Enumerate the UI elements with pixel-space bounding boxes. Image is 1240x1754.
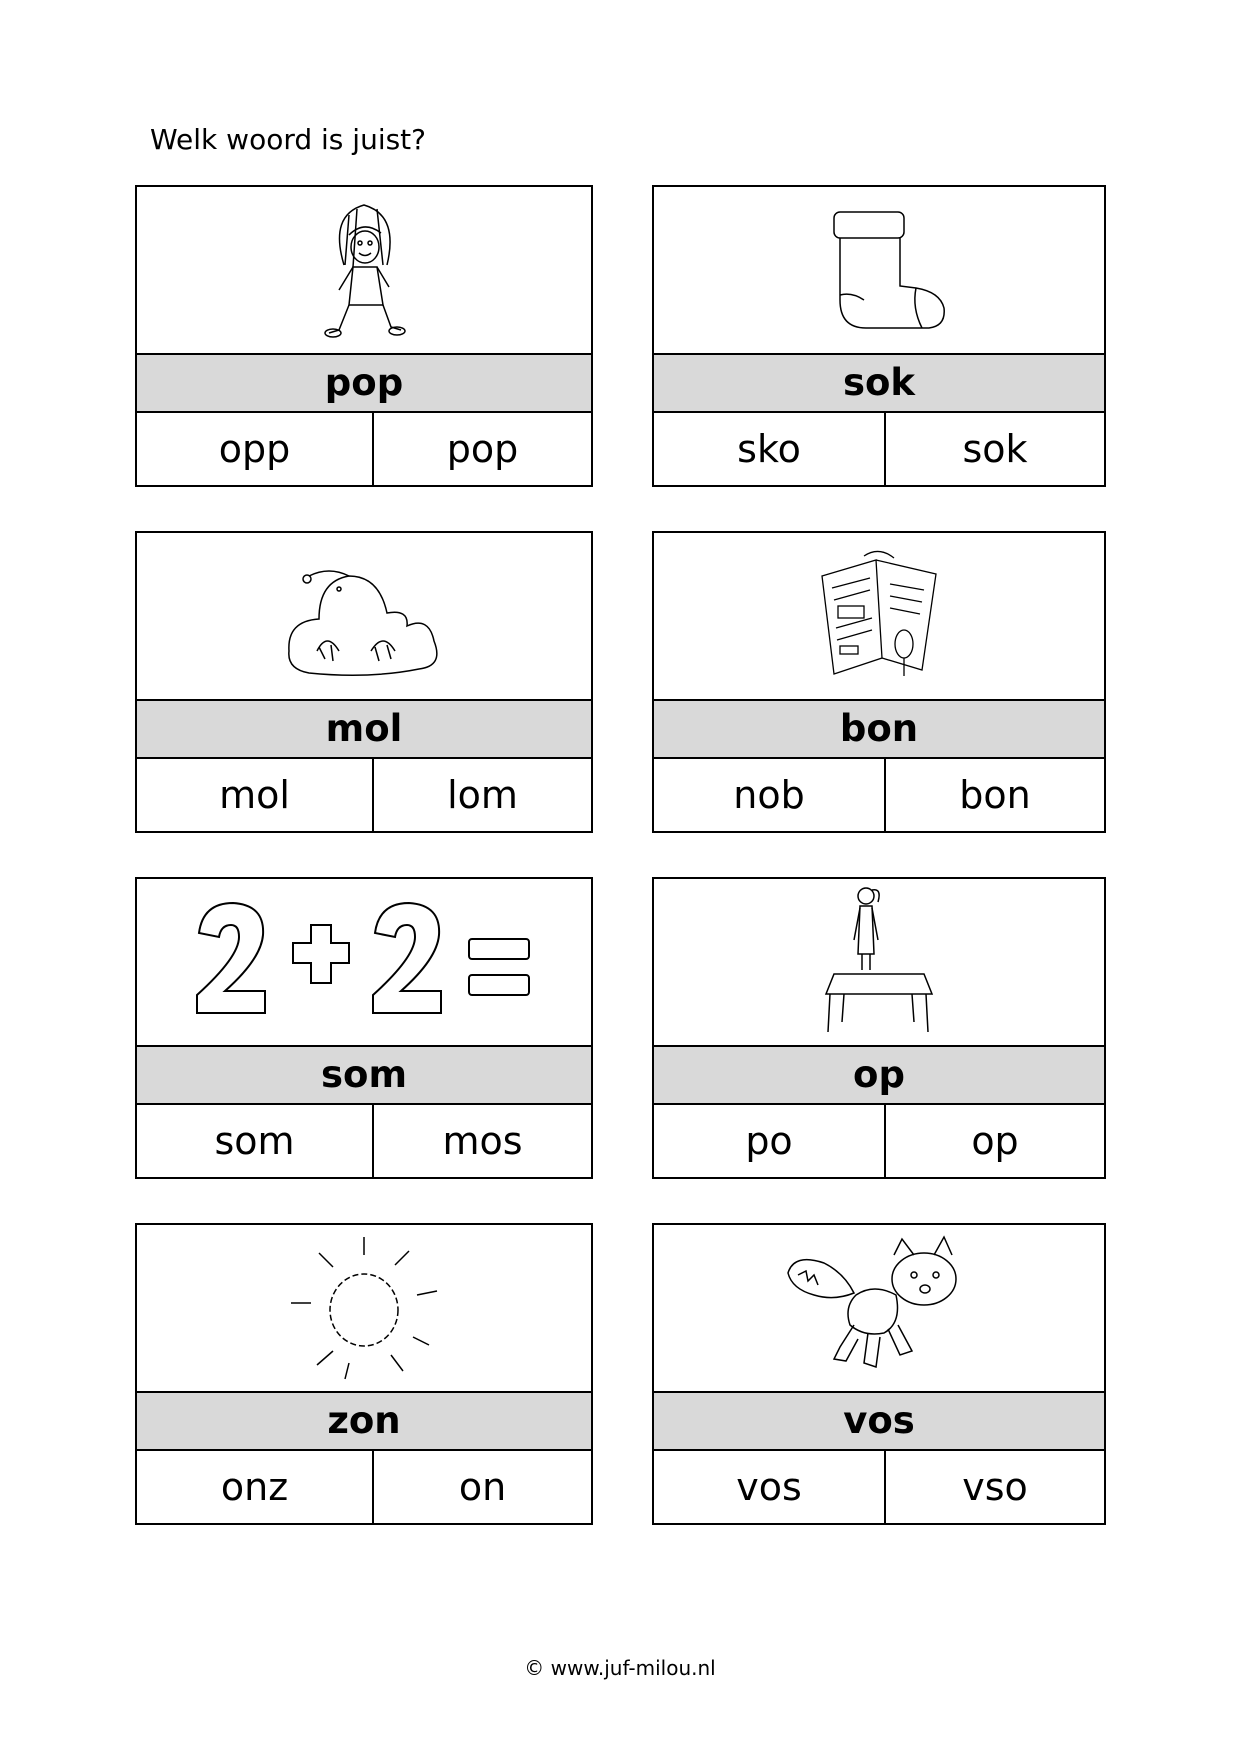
option-left[interactable]: opp [137,413,374,485]
word-card-bon [652,531,1106,833]
girl-on-table-icon [814,882,944,1042]
word-card-vos [652,1223,1106,1525]
target-word: op [654,1047,1104,1105]
word-card-mol [135,531,593,833]
option-left[interactable]: nob [654,759,886,831]
word-card-op [652,877,1106,1179]
option-right[interactable]: sok [962,427,1028,471]
target-word: som [137,1047,591,1105]
word-card-som [135,877,593,1179]
receipt-icon [804,546,954,686]
copyright-footer: © www.juf-milou.nl [524,1656,716,1680]
option-right[interactable]: vso [962,1465,1028,1509]
sun-icon [289,1233,439,1383]
target-word: vos [654,1393,1104,1451]
sum-icon [189,897,539,1027]
word-card-sok [652,185,1106,487]
card-picture [137,879,591,1047]
card-picture [654,533,1104,701]
target-word: pop [137,355,591,413]
card-picture [654,879,1104,1047]
target-word: zon [137,1393,591,1451]
card-picture [654,1225,1104,1393]
option-right[interactable]: lom [447,773,518,817]
mole-icon [279,551,449,681]
card-picture [654,187,1104,355]
target-word: mol [137,701,591,759]
word-card-zon [135,1223,593,1525]
fox-icon [784,1233,974,1383]
option-left[interactable]: po [654,1105,886,1177]
option-right[interactable]: on [458,1465,507,1509]
worksheet-title: Welk woord is juist? [150,123,427,156]
target-word: bon [654,701,1104,759]
option-right[interactable]: mos [442,1119,523,1163]
option-right[interactable]: op [971,1119,1019,1163]
card-picture [137,187,591,355]
target-word: sok [654,355,1104,413]
card-picture [137,1225,591,1393]
option-left[interactable]: onz [137,1451,374,1523]
option-right[interactable]: pop [446,427,519,471]
word-card-pop [135,185,593,487]
sock-icon [804,200,954,340]
option-left[interactable]: mol [137,759,374,831]
option-left[interactable]: som [137,1105,374,1177]
doll-icon [309,195,419,345]
option-right[interactable]: bon [959,773,1031,817]
option-left[interactable]: sko [654,413,886,485]
option-left[interactable]: vos [654,1451,886,1523]
card-picture [137,533,591,701]
